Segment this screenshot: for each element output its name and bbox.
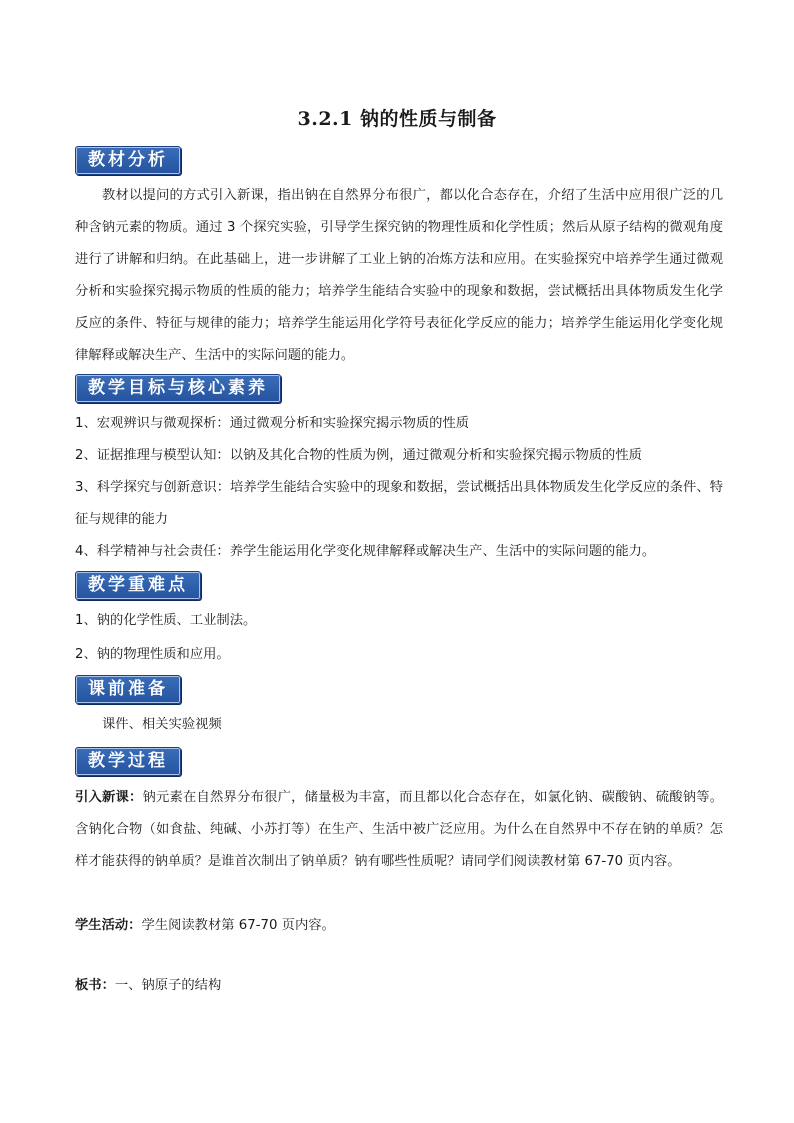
section-heading-key-points: 教学重难点 xyxy=(75,571,201,600)
board-text: 一、钠原子的结构 xyxy=(114,978,222,993)
activity-label: 学生活动： xyxy=(75,918,142,933)
section-heading-teaching-process: 教学过程 xyxy=(75,747,181,776)
key-point-item: 2、钠的物理性质和应用。 xyxy=(75,647,230,662)
board-line xyxy=(75,970,221,1002)
section-heading-textbook-analysis: 教材分析 xyxy=(75,146,181,175)
student-activity-line xyxy=(75,910,335,942)
goal-item: 4、科学精神与社会责任：养学生能运用化学变化规律解释或解决生产、生活中的实际问题的能力。 xyxy=(75,544,656,559)
analysis-paragraph: 教材以提问的方式引入新课，指出钠在自然界分布很广，都以化合态存在，介绍了生活中应用很广泛的几种含钠元素的物质。通过 3 个探究实验，引导学生探究钠的物理性质和化学性质；然后从原子结构的微观角度进行了讲解和归纳。在此基础上，进一步讲解了工业上钠的冶炼方法和应用。在实验探究中培养学生通过微观分析和实验探究揭示物质的性质的能力；培养学生能结合实验中的现象和数据，尝试概括出具体物质发生化学反应的条件、特征与规律的能力；培养学生能运用化学符号表征化学反应的能力；培养学生能运用化学变化规律解释或解决生产、生活中的实际问题的能力。 xyxy=(75,188,723,363)
preparation-text: 课件、相关实验视频 xyxy=(102,717,222,732)
document-title: 3.2.1 钠的性质与制备 xyxy=(297,108,497,130)
key-point-item: 1、钠的化学性质、工业制法。 xyxy=(75,613,257,628)
section-heading-goals: 教学目标与核心素养 xyxy=(75,374,281,403)
goal-item: 1、宏观辨识与微观探析：通过微观分析和实验探究揭示物质的性质 xyxy=(75,416,470,431)
goal-item: 2、证据推理与模型认知：以钠及其化合物的性质为例，通过微观分析和实验探究揭示物质的性质 xyxy=(75,448,642,463)
intro-text: 钠元素在自然界分布很广，储量极为丰富，而且都以化合态存在，如氯化钠、碳酸钠、硫酸钠等。含钠化合物（如食盐、纯碱、小苏打等）在生产、生活中被广泛应用。为什么在自然界中不存在钠的单质？怎样才能获得的钠单质？是谁首次制出了钠单质？钠有哪些性质呢？请同学们阅读教材第 67-70 页内容。 xyxy=(75,790,724,869)
section-heading-preparation: 课前准备 xyxy=(75,675,181,704)
intro-paragraph xyxy=(75,782,723,878)
goal-item: 3、科学探究与创新意识：培养学生能结合实验中的现象和数据，尝试概括出具体物质发生化学反应的条件、特征与规律的能力 xyxy=(75,480,723,527)
intro-label: 引入新课： xyxy=(75,790,143,805)
activity-text: 学生阅读教材第 67-70 页内容。 xyxy=(141,918,335,933)
board-label: 板书： xyxy=(75,978,115,993)
